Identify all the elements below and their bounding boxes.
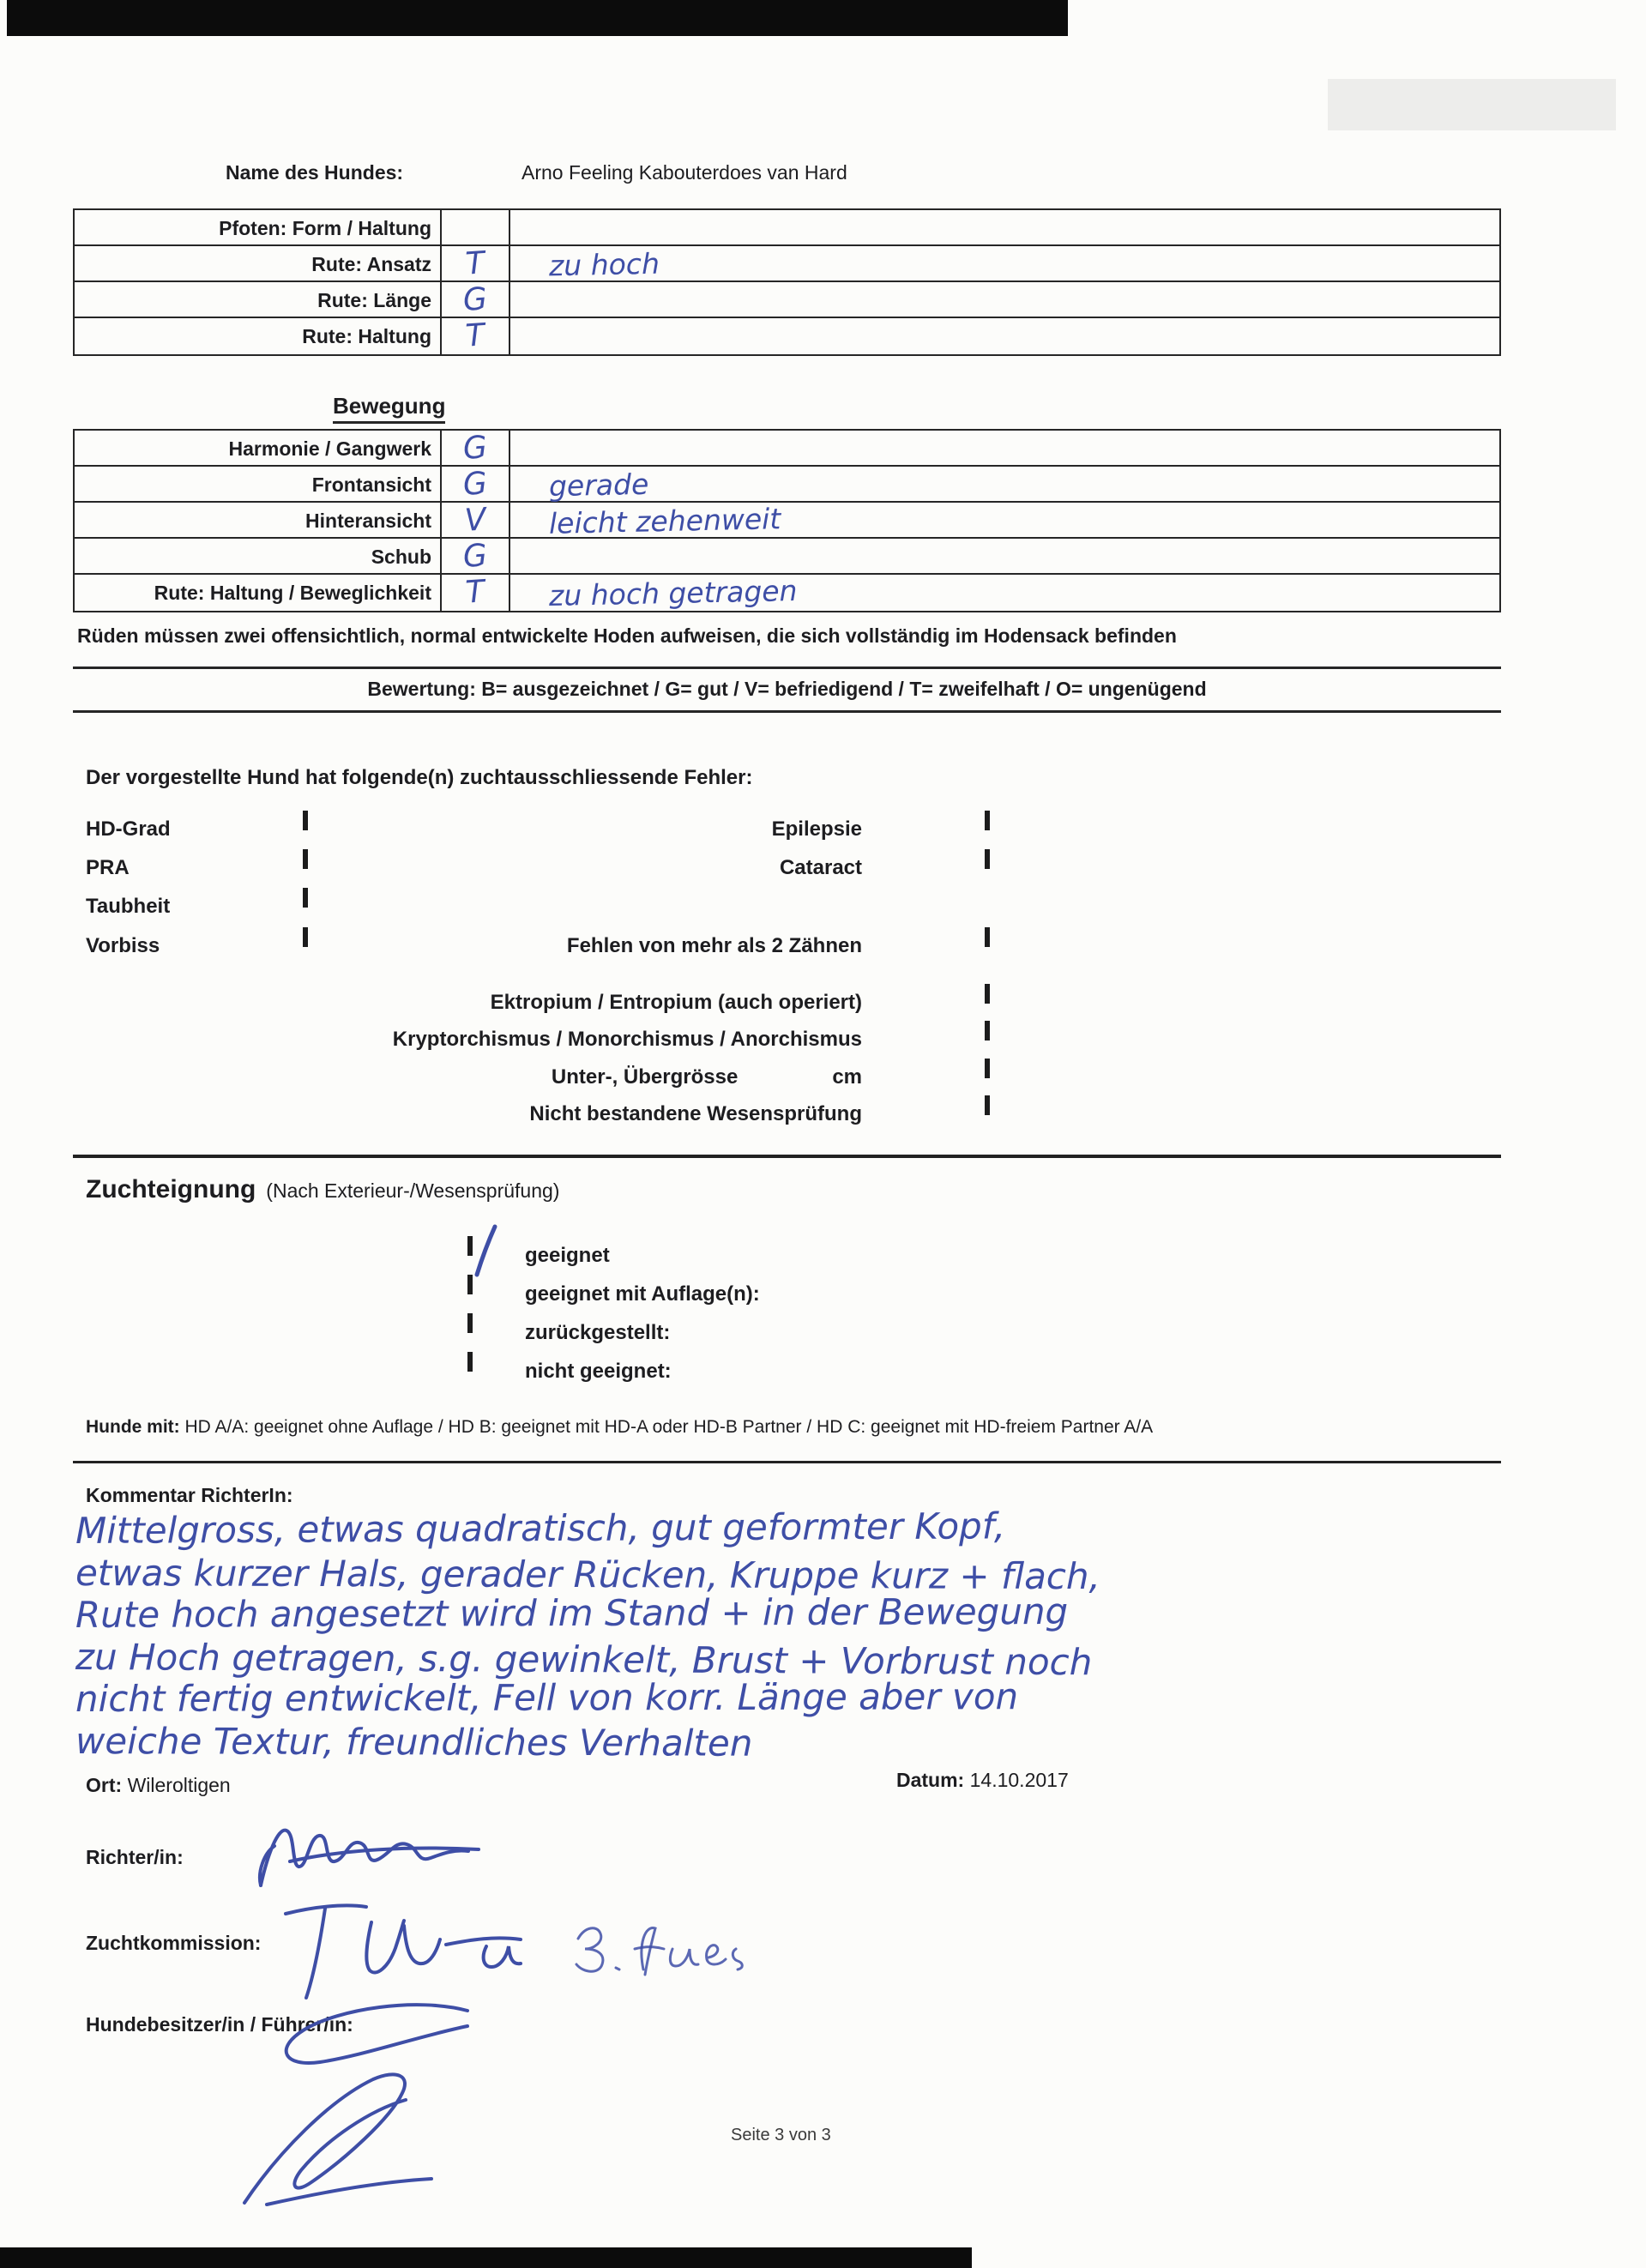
- fehler-label: Taubheit: [86, 895, 171, 918]
- grade-value: G: [461, 281, 489, 318]
- scan-artifact-smudge: [1328, 79, 1616, 130]
- fehler-checkbox-ektropium: [985, 984, 990, 1004]
- section-divider: [73, 1461, 1501, 1463]
- handwriting-line: zu Hoch getragen, s.g. gewinkelt, Brust + Vorbrust noch: [75, 1636, 1093, 1684]
- handwriting-line: Rute hoch angesetzt wird im Stand + in der Bewegung: [75, 1589, 1069, 1636]
- criterion-label: Rute: Länge: [75, 282, 442, 317]
- zuchtkommission-signature-2: [564, 1915, 762, 1992]
- option-label: nicht geeignet:: [525, 1360, 672, 1383]
- handwriting-line: nicht fertig entwickelt, Fell von korr. Länge aber von: [75, 1675, 1019, 1720]
- fehler-checkbox-section: [73, 805, 1501, 1148]
- fehler-checkbox-groesse: [985, 1059, 990, 1078]
- criterion-label: Rute: Haltung: [75, 318, 442, 354]
- fehler-label: Vorbiss: [86, 934, 160, 957]
- fehler-row: [73, 1023, 1501, 1058]
- fehler-checkbox-cataract: [985, 849, 990, 869]
- grade-note: leicht zehenweit: [548, 502, 781, 540]
- zuchteignung-option: [73, 1239, 931, 1277]
- groesse-unit: cm: [832, 1065, 862, 1089]
- hd-note-text: HD A/A: geeignet ohne Auflage / HD B: geeignet mit HD-A oder HD-B Partner / HD C: geeignet mit HD-freiem Partner A/A: [179, 1417, 1154, 1437]
- option-checkbox-geeignet: [467, 1236, 473, 1256]
- hundebesitzer-label: Hundebesitzer/in / Führer/in:: [86, 2013, 353, 2036]
- kommentar-handwriting: [75, 1505, 1611, 1764]
- handwriting-line: etwas kurzer Hals, gerader Rücken, Kruppe kurz + flach,: [75, 1552, 1101, 1598]
- kommentar-label: Kommentar RichterIn:: [86, 1484, 293, 1506]
- groesse-label: Unter-, Übergrösse: [551, 1065, 739, 1089]
- criterion-label: Schub: [75, 539, 442, 573]
- table-row: [75, 210, 1499, 246]
- hundebesitzer-signature: [184, 1988, 510, 2220]
- fehler-label: [73, 1065, 862, 1089]
- criterion-label: Rute: Ansatz: [75, 246, 442, 280]
- bewegung-table: [73, 429, 1501, 612]
- table-row: [75, 318, 1499, 354]
- fehler-label: Cataract: [779, 856, 862, 879]
- scan-artifact-top-bar: [7, 0, 1068, 36]
- option-label: geeignet: [525, 1244, 610, 1267]
- zuchtkommission-label: Zuchtkommission:: [86, 1932, 262, 1954]
- zuchteignung-title: Zuchteignung: [86, 1175, 256, 1203]
- table-row: [75, 282, 1499, 318]
- ort-row: [86, 1774, 231, 1797]
- criterion-label: Frontansicht: [75, 467, 442, 501]
- fehler-checkbox-zaehne: [985, 927, 990, 947]
- fehler-label: PRA: [86, 856, 130, 879]
- grade-value: G: [461, 466, 489, 503]
- handwriting-line: weiche Textur, freundliches Verhalten: [75, 1720, 753, 1764]
- fehler-checkbox-kryptorchismus: [985, 1021, 990, 1041]
- table-row: [75, 575, 1499, 611]
- bewegung-heading: Bewegung: [333, 393, 445, 424]
- datum-label: Datum:: [896, 1769, 965, 1791]
- option-checkbox-nicht-geeignet: [467, 1352, 473, 1372]
- zuchteignung-heading: [86, 1175, 559, 1204]
- fehler-row: [73, 1098, 1501, 1132]
- fehler-row: [73, 1061, 1501, 1095]
- fehler-row: [73, 890, 1501, 925]
- fehler-label: Nicht bestandene Wesensprüfung: [529, 1102, 862, 1125]
- datum-row: [896, 1769, 1069, 1792]
- ort-label: Ort:: [86, 1774, 123, 1796]
- zuchteignung-option: [73, 1277, 931, 1316]
- fehler-section-title: Der vorgestellte Hund hat folgende(n) zuchtausschliessende Fehler:: [86, 766, 753, 789]
- option-checkbox-zurueckgestellt: [467, 1313, 473, 1333]
- datum-value: 14.10.2017: [969, 1769, 1069, 1791]
- fehler-label: Fehlen von mehr als 2 Zähnen: [566, 934, 862, 957]
- option-label: zurückgestellt:: [525, 1321, 671, 1344]
- grade-value: G: [461, 538, 489, 575]
- criterion-label: Hinteransicht: [75, 503, 442, 537]
- table-row: [75, 246, 1499, 282]
- zuchteignung-subtitle: (Nach Exterieur-/Wesensprüfung): [266, 1179, 560, 1202]
- fehler-label: Epilepsie: [771, 817, 862, 841]
- bewertung-legend: Bewertung: B= ausgezeichnet / G= gut / V= befriedigend / T= zweifelhaft / O= ungenügend: [73, 667, 1501, 713]
- handwriting-line: Mittelgross, etwas quadratisch, gut geformter Kopf,: [75, 1505, 1006, 1552]
- dog-name-label: Name des Hundes:: [226, 161, 404, 184]
- ort-value: Wileroltigen: [127, 1774, 231, 1796]
- option-label: geeignet mit Auflage(n):: [525, 1282, 760, 1306]
- dog-name-value: Arno Feeling Kabouterdoes van Hard: [522, 161, 847, 184]
- hd-note-prefix: Hunde mit:: [86, 1417, 180, 1437]
- ink-checkmark: [467, 1223, 506, 1280]
- table-row: [75, 431, 1499, 467]
- criterion-label: Pfoten: Form / Haltung: [75, 210, 442, 244]
- page-number: Seite 3 von 3: [731, 2126, 831, 2144]
- table-row: [75, 503, 1499, 539]
- hd-partner-note: [86, 1417, 1501, 1438]
- criterion-label: Harmonie / Gangwerk: [75, 431, 442, 465]
- grade-value: G: [461, 430, 489, 467]
- option-checkbox-auflage: [467, 1275, 473, 1294]
- scan-artifact-bottom-bar: [0, 2247, 972, 2268]
- fehler-row: [73, 986, 1501, 1021]
- fehler-checkbox-epilepsie: [985, 811, 990, 830]
- fehler-row: [73, 813, 1501, 847]
- pfoten-rute-table: [73, 208, 1501, 356]
- fehler-label: HD-Grad: [86, 817, 171, 841]
- zuchteignung-option: [73, 1316, 931, 1354]
- table-row: [75, 467, 1499, 503]
- grade-note: gerade: [548, 467, 649, 504]
- fehler-label: Ektropium / Entropium (auch operiert): [490, 991, 862, 1014]
- fehler-checkbox-wesenspruefung: [985, 1095, 990, 1115]
- richter-label: Richter/in:: [86, 1846, 184, 1868]
- fehler-checkbox-taubheit: [303, 888, 308, 908]
- zuchteignung-options: [73, 1239, 931, 1402]
- fehler-row: [73, 930, 1501, 964]
- grade-note: zu hoch getragen: [548, 573, 798, 613]
- grade-value: T: [464, 574, 486, 611]
- grade-value: V: [463, 502, 487, 539]
- zuchteignung-option: [73, 1354, 931, 1393]
- grade-note: zu hoch: [548, 246, 660, 283]
- grade-value: T: [464, 317, 486, 354]
- fehler-label: Kryptorchismus / Monorchismus / Anorchismus: [392, 1028, 862, 1051]
- hoden-requirement-note: Rüden müssen zwei offensichtlich, normal entwickelte Hoden aufweisen, die sich vollständig im Hodensack befinden: [77, 624, 1177, 647]
- section-divider: [73, 1155, 1501, 1158]
- criterion-label: Rute: Haltung / Beweglichkeit: [75, 575, 442, 611]
- grade-value: T: [464, 245, 486, 282]
- table-row: [75, 539, 1499, 575]
- fehler-row: [73, 852, 1501, 886]
